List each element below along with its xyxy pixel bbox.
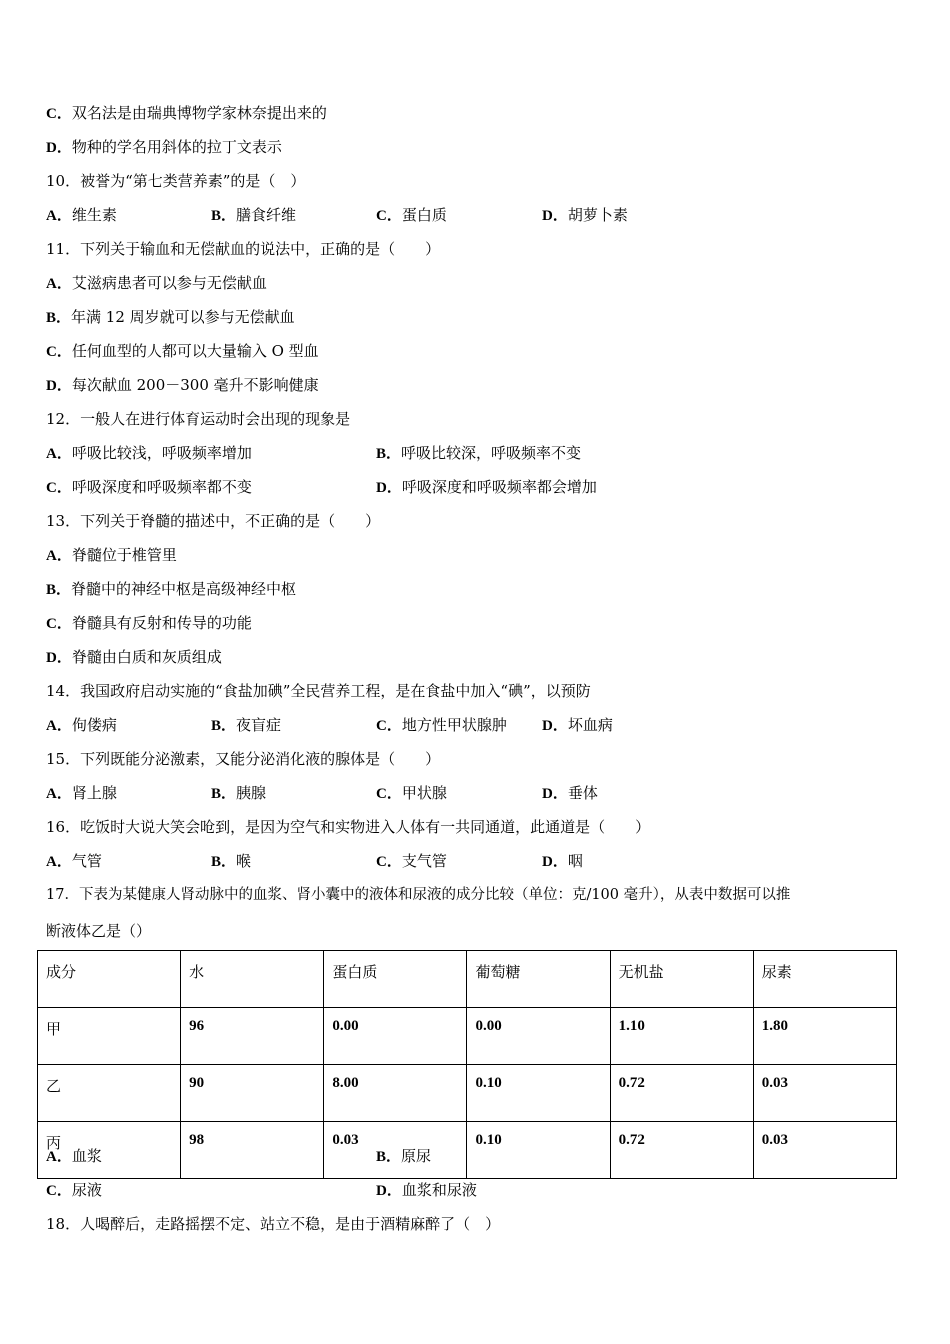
option-d[interactable]	[376, 1179, 477, 1200]
option-label: D．	[376, 1183, 402, 1199]
option-c[interactable]	[376, 782, 447, 803]
option-label: C．	[46, 344, 72, 360]
option-label: B．	[211, 854, 237, 870]
option-label: D．	[46, 140, 72, 156]
option-d[interactable]	[542, 204, 628, 225]
question-16-options	[46, 850, 906, 870]
option-label: D．	[542, 786, 568, 802]
question-10: 10．被誉为“第七类营养素”的是（ ）	[46, 172, 306, 190]
option-text: 血浆	[71, 1147, 102, 1165]
option-d[interactable]	[376, 476, 597, 497]
option-label: A．	[46, 854, 72, 870]
option-label: B．	[376, 446, 402, 462]
option-a[interactable]	[46, 272, 267, 293]
option-text: 气管	[71, 852, 102, 870]
question-18: 18．人喝醉后，走路摇摆不定、站立不稳，是由于酒精麻醉了（ ）	[46, 1215, 501, 1233]
option-label: B．	[46, 582, 72, 598]
option-text: 任何血型的人都可以大量输入 O 型血	[71, 342, 319, 360]
option-text: 支气管	[401, 852, 447, 870]
option-c[interactable]	[46, 612, 252, 633]
question-16: 16．吃饭时大说大笑会呛到，是因为空气和实物进入人体有一共同通道，此通道是（ ）	[46, 818, 651, 836]
option-label: C．	[46, 1183, 72, 1199]
table-header-cell: 成分	[38, 951, 181, 1008]
option-text: 咽	[567, 852, 583, 870]
option-text: 呼吸深度和呼吸频率都会增加	[401, 478, 597, 496]
option-a[interactable]	[46, 442, 252, 463]
option-d[interactable]	[46, 646, 222, 667]
table-cell: 丙	[38, 1122, 181, 1179]
question-17-line2: 断液体乙是（）	[46, 922, 152, 940]
option-label: D．	[542, 718, 568, 734]
option-c[interactable]	[376, 850, 447, 871]
option-label: C．	[376, 854, 402, 870]
option-a[interactable]	[46, 850, 102, 871]
option-label: A．	[46, 548, 72, 564]
option-label: B．	[211, 786, 237, 802]
question-17-line1: 17．下表为某健康人肾动脉中的血浆、肾小囊中的液体和尿液的成分比较（单位：克/100 毫升），从表中数据可以推	[46, 887, 791, 903]
question-12-options-row2	[46, 476, 906, 496]
option-text: 垂体	[567, 784, 598, 802]
option-text: 呼吸比较深，呼吸频率不变	[401, 444, 582, 462]
table-cell: 8.00	[324, 1065, 467, 1122]
table-cell: 甲	[38, 1008, 181, 1065]
option-d[interactable]	[542, 850, 583, 871]
option-label: A．	[46, 718, 72, 734]
table-header-cell: 葡萄糖	[467, 951, 610, 1008]
option-label: C．	[46, 480, 72, 496]
option-text: 脊髓中的神经中枢是高级神经中枢	[71, 580, 297, 598]
option-text: 蛋白质	[401, 206, 447, 224]
option-text: 脊髓由白质和灰质组成	[71, 648, 222, 666]
option-label: D．	[542, 208, 568, 224]
option-text: 甲状腺	[401, 784, 447, 802]
option-a[interactable]	[46, 204, 117, 225]
option-text: 佝偻病	[71, 716, 117, 734]
table-cell: 90	[181, 1065, 324, 1122]
table-header-cell: 蛋白质	[324, 951, 467, 1008]
option-text: 脊髓位于椎管里	[71, 546, 177, 564]
question-11: 11．下列关于输血和无偿献血的说法中，正确的是（ ）	[46, 240, 441, 258]
option-label: B．	[211, 718, 237, 734]
option-label: A．	[46, 786, 72, 802]
option-a[interactable]	[46, 782, 117, 803]
line-d-latin	[46, 136, 282, 157]
table-header-cell: 水	[181, 951, 324, 1008]
option-a[interactable]	[46, 714, 117, 735]
option-label: D．	[376, 480, 402, 496]
table-cell: 96	[181, 1008, 324, 1065]
option-c[interactable]	[46, 476, 252, 497]
table-cell: 98	[181, 1122, 324, 1179]
question-10-options	[46, 204, 906, 224]
option-c[interactable]	[376, 714, 507, 735]
option-text: 双名法是由瑞典博物学家林奈提出来的	[71, 104, 327, 122]
option-label: C．	[46, 106, 72, 122]
option-a[interactable]	[46, 544, 177, 565]
question-14: 14．我国政府启动实施的“食盐加碘”全民营养工程，是在食盐中加入“碘”，以预防	[46, 682, 591, 700]
option-text: 夜盲症	[236, 716, 282, 734]
option-label: C．	[46, 616, 72, 632]
option-b[interactable]	[211, 714, 281, 735]
option-text: 胡萝卜素	[567, 206, 628, 224]
table-cell: 0.00	[324, 1008, 467, 1065]
option-d[interactable]	[542, 782, 598, 803]
option-b[interactable]	[376, 442, 581, 463]
option-c[interactable]	[46, 1179, 102, 1200]
option-text: 年满 12 周岁就可以参与无偿献血	[71, 308, 295, 326]
table-row	[38, 1065, 897, 1122]
option-a[interactable]	[46, 1145, 102, 1166]
table-cell: 0.00	[467, 1008, 610, 1065]
option-label: A．	[46, 208, 72, 224]
option-label: B．	[46, 310, 72, 326]
line-c-binomial	[46, 102, 327, 123]
table-cell: 0.72	[610, 1065, 753, 1122]
option-text: 维生素	[71, 206, 117, 224]
option-b[interactable]	[376, 1145, 431, 1166]
option-label: B．	[376, 1149, 402, 1165]
option-text: 每次献血 200－300 毫升不影响健康	[71, 376, 319, 394]
option-text: 血浆和尿液	[401, 1181, 477, 1199]
option-label: B．	[211, 208, 237, 224]
option-text: 喉	[236, 852, 252, 870]
option-text: 原尿	[401, 1147, 432, 1165]
option-b[interactable]	[46, 306, 295, 327]
table-cell: 1.80	[753, 1008, 896, 1065]
option-text: 胰腺	[236, 784, 267, 802]
table-cell: 0.10	[467, 1065, 610, 1122]
option-text: 膳食纤维	[236, 206, 297, 224]
option-text: 地方性甲状腺肿	[401, 716, 507, 734]
option-label: A．	[46, 276, 72, 292]
question-15-options	[46, 782, 906, 802]
option-label: C．	[376, 208, 402, 224]
question-17-options-row1	[46, 1145, 906, 1165]
option-text: 坏血病	[567, 716, 613, 734]
option-label: C．	[376, 718, 402, 734]
question-17-options-row2	[46, 1179, 906, 1199]
table-header-cell: 无机盐	[610, 951, 753, 1008]
question-15: 15．下列既能分泌激素，又能分泌消化液的腺体是（ ）	[46, 750, 441, 768]
option-label: C．	[376, 786, 402, 802]
question-12: 12．一般人在进行体育运动时会出现的现象是	[46, 410, 351, 428]
option-c[interactable]	[46, 340, 319, 361]
option-label: D．	[46, 650, 72, 666]
question-12-options-row1	[46, 442, 906, 462]
table-cell: 1.10	[610, 1008, 753, 1065]
option-b[interactable]	[211, 782, 266, 803]
table-header-cell: 尿素	[753, 951, 896, 1008]
table-header-row	[38, 951, 897, 1008]
option-text: 尿液	[71, 1181, 102, 1199]
option-c[interactable]	[376, 204, 447, 225]
table-cell: 0.72	[610, 1122, 753, 1179]
table-cell: 乙	[38, 1065, 181, 1122]
table-cell: 0.03	[753, 1065, 896, 1122]
option-label: D．	[542, 854, 568, 870]
table-row	[38, 1008, 897, 1065]
option-text: 艾滋病患者可以参与无偿献血	[71, 274, 267, 292]
option-text: 肾上腺	[71, 784, 117, 802]
option-label: A．	[46, 446, 72, 462]
option-d[interactable]	[46, 374, 319, 395]
question-14-options	[46, 714, 906, 734]
option-b[interactable]	[211, 204, 296, 225]
option-label: D．	[46, 378, 72, 394]
option-text: 呼吸比较浅，呼吸频率增加	[71, 444, 252, 462]
option-d[interactable]	[542, 714, 613, 735]
table-cell: 0.10	[467, 1122, 610, 1179]
option-b[interactable]	[46, 578, 296, 599]
table-cell: 0.03	[324, 1122, 467, 1179]
table-cell: 0.03	[753, 1122, 896, 1179]
option-text: 物种的学名用斜体的拉丁文表示	[71, 138, 282, 156]
question-13: 13．下列关于脊髓的描述中，不正确的是（ ）	[46, 512, 381, 530]
option-text: 呼吸深度和呼吸频率都不变	[71, 478, 252, 496]
option-b[interactable]	[211, 850, 251, 871]
option-label: A．	[46, 1149, 72, 1165]
option-text: 脊髓具有反射和传导的功能	[71, 614, 252, 632]
